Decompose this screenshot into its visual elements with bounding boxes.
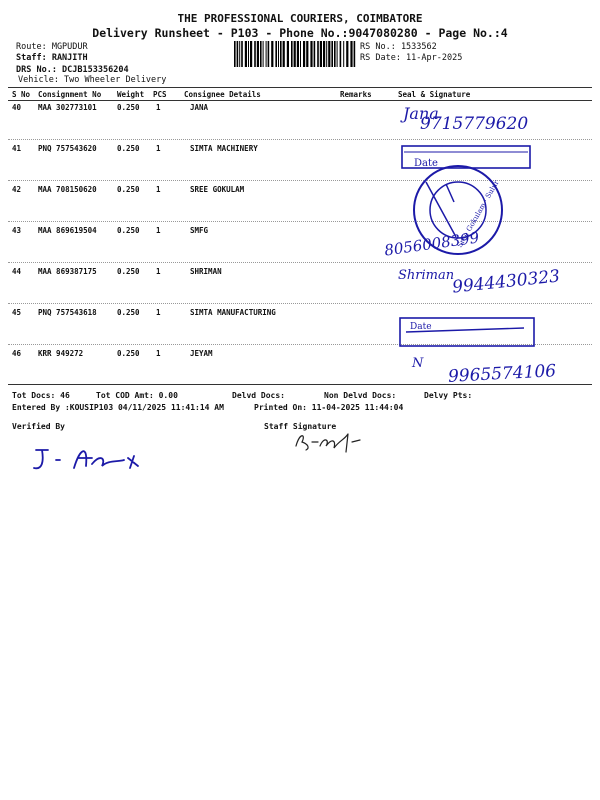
row-sno: 46 (12, 349, 22, 358)
row-sno: 44 (12, 267, 22, 276)
row-consignee: SIMTA MANUFACTURING (190, 308, 276, 317)
row-consignee: SMFG (190, 226, 209, 235)
row-sno: 45 (12, 308, 22, 317)
row-weight: 0.250 (117, 349, 140, 358)
row-consignment-no: PNQ 757543618 (38, 308, 97, 317)
row-consignment-no: MAA 708150620 (38, 185, 97, 194)
verified-by-label: Verified By (12, 422, 65, 431)
verifier-signature (30, 440, 150, 476)
handwritten-name-jana: Jana (403, 104, 439, 123)
row-consignee: SHRIMAN (190, 267, 222, 276)
row-separator (8, 303, 592, 304)
rs-number: RS No.: 1533562 (360, 42, 437, 52)
row-sno: 40 (12, 103, 22, 112)
row-pcs: 1 (156, 226, 161, 235)
col-consignment: Consignment No (38, 90, 102, 99)
non-delivered-docs: Non Delvd Docs: (324, 391, 397, 400)
staff-label: Staff: RANJITH (16, 53, 88, 63)
row-consignee: SREE GOKULAM (190, 185, 245, 194)
total-docs: Tot Docs: 46 (12, 391, 70, 400)
row-sno: 42 (12, 185, 22, 194)
row-consignment-no: MAA 302773101 (38, 103, 97, 112)
rs-date: RS Date: 11-Apr-2025 (360, 53, 463, 63)
col-consignee: Consignee Details (184, 90, 261, 99)
handwritten-name-shriman: Shriman (398, 268, 455, 283)
row-pcs: 1 (156, 267, 161, 276)
route-label: Route: MGPUDUR (16, 42, 88, 52)
row-weight: 0.250 (117, 103, 140, 112)
total-cod-amount: Tot COD Amt: 0.00 (96, 391, 178, 400)
row-consignee: JEYAM (190, 349, 213, 358)
row-pcs: 1 (156, 308, 161, 317)
row-sno: 41 (12, 144, 22, 153)
printed-on: Printed On: 11-04-2025 11:44:04 (254, 403, 404, 412)
row-consignment-no: PNQ 757543620 (38, 144, 97, 153)
stamp-2-date-label: Date (410, 322, 432, 332)
row-pcs: 1 (156, 103, 161, 112)
vehicle-label: Vehicle: Two Wheeler Delivery (18, 75, 167, 85)
row-separator (8, 262, 592, 263)
drs-label: DRS No.: DCJB153356204 (16, 65, 129, 75)
row-weight: 0.250 (117, 144, 140, 153)
row-weight: 0.250 (117, 185, 140, 194)
handwritten-phone-jeyam: 9965574106 (447, 361, 557, 387)
handwritten-phone-smfg: 8056008399 (383, 228, 481, 260)
table-bottom-border (8, 384, 592, 385)
row-consignment-no: MAA 869387175 (38, 267, 97, 276)
col-pcs: PCS (153, 90, 167, 99)
company-title: THE PROFESSIONAL COURIERS, COIMBATORE (177, 12, 423, 25)
col-sno: S No (12, 90, 31, 99)
row-pcs: 1 (156, 185, 161, 194)
col-weight: Weight (117, 90, 145, 99)
staff-signature-label: Staff Signature (264, 422, 337, 431)
row-consignment-no: KRR 949272 (38, 349, 84, 358)
barcode-image (232, 40, 356, 68)
runsheet-subtitle: Delivery Runsheet - P103 - Phone No.:9047080280 - Page No.:4 (92, 26, 508, 40)
row-consignee: SIMTA MACHINERY (190, 144, 258, 153)
row-consignment-no: MAA 869619504 (38, 226, 97, 235)
delivered-docs: Delvd Docs: (232, 391, 285, 400)
delivery-points: Delvy Pts: (424, 391, 473, 400)
stamp-ring-text: Sree Gokulam · Sulur (455, 178, 501, 250)
seal-stamp-2 (396, 314, 541, 350)
table-header-border (8, 100, 592, 101)
row-pcs: 1 (156, 349, 161, 358)
row-consignee: JANA (190, 103, 209, 112)
table-top-border (8, 87, 592, 88)
row-separator (8, 139, 592, 140)
col-seal-signature: Seal & Signature (398, 90, 471, 99)
row-sno: 43 (12, 226, 22, 235)
col-remarks: Remarks (340, 90, 372, 99)
handwritten-mark-jeyam: N (412, 356, 424, 371)
entered-by: Entered By :KOUSIP103 04/11/2025 11:41:14 AM (12, 403, 224, 412)
handwritten-phone-jana: 9715779620 (420, 114, 529, 134)
row-weight: 0.250 (117, 308, 140, 317)
row-weight: 0.250 (117, 267, 140, 276)
row-pcs: 1 (156, 144, 161, 153)
row-weight: 0.250 (117, 226, 140, 235)
stamp-date-label: Date (414, 158, 438, 169)
handwritten-phone-shriman: 9944430323 (451, 266, 561, 298)
staff-signature (292, 426, 362, 454)
